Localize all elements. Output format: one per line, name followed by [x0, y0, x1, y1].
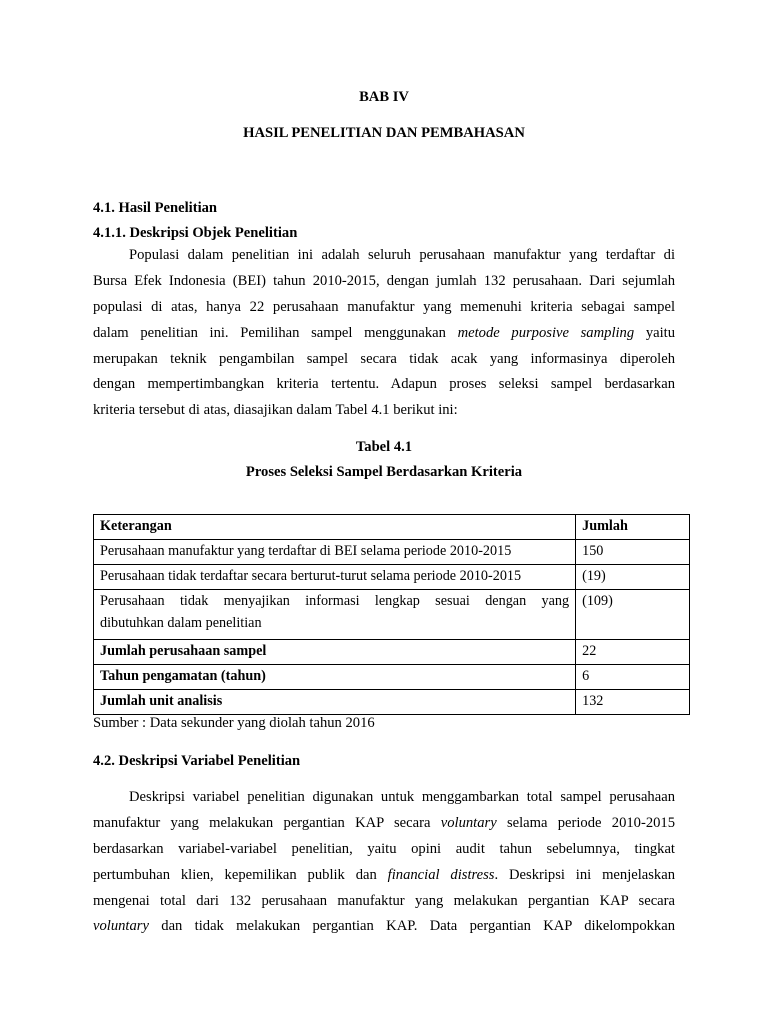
table-row — [94, 540, 690, 565]
cell-jumlah: (19) — [576, 565, 690, 590]
cell-jumlah: (109) — [576, 590, 690, 640]
cell-line: dibutuhkan dalam penelitian — [100, 615, 262, 631]
chapter-number: BAB IV — [359, 89, 409, 105]
table-label: Tabel 4.1 — [355, 439, 413, 455]
table-row — [94, 565, 690, 590]
cell-keterangan — [94, 590, 576, 640]
paragraph-line: populasi di atas, hanya 22 perusahaan manufaktur yang memenuhi kriteria sebagai sampel — [93, 298, 675, 315]
paragraph-line: dengan mempertimbangkan kriteria tertentu. Adapun proses seleksi sampel berdasarkan — [93, 376, 675, 393]
paragraph-line: mengenai total dari 132 perusahaan manufaktur yang melakukan pergantian KAP secara — [93, 892, 675, 909]
table-row — [94, 665, 690, 690]
chapter-title: HASIL PENELITIAN DAN PEMBAHASAN — [243, 125, 525, 141]
table-row — [94, 640, 690, 665]
paragraph-line: pertumbuhan klien, kepemilikan publik dan financial distress. Deskripsi ini menjelaskan — [93, 866, 675, 883]
cell-jumlah: 132 — [576, 690, 690, 715]
subsection-heading-4-1-1: 4.1.1. Deskripsi Objek Penelitian — [93, 225, 298, 241]
paragraph-deskripsi-variabel — [93, 785, 675, 940]
cell-keterangan: Jumlah perusahaan sampel — [94, 640, 576, 665]
cell-jumlah: 6 — [576, 665, 690, 690]
cell-keterangan: Perusahaan tidak terdaftar secara berturut-turut selama periode 2010-2015 — [94, 565, 576, 590]
cell-keterangan: Tahun pengamatan (tahun) — [94, 665, 576, 690]
sample-selection-table — [93, 514, 690, 715]
table-row — [94, 690, 690, 715]
section-heading-4-2: 4.2. Deskripsi Variabel Penelitian — [93, 753, 301, 769]
cell-jumlah: 22 — [576, 640, 690, 665]
table-header-row — [94, 515, 690, 540]
paragraph-line: Populasi dalam penelitian ini adalah seluruh perusahaan manufaktur yang terdaftar di — [129, 247, 675, 263]
cell-jumlah: 150 — [576, 540, 690, 565]
section-heading-4-1: 4.1. Hasil Penelitian — [93, 200, 218, 216]
paragraph-line: merupakan teknik pengambilan sampel secara tidak acak yang informasinya diperoleh — [93, 350, 675, 367]
paragraph-line: kriteria tersebut di atas, diasajikan dalam Tabel 4.1 berikut ini: — [93, 402, 458, 419]
paragraph-objek-penelitian — [93, 243, 675, 424]
cell-keterangan: Perusahaan manufaktur yang terdaftar di BEI selama periode 2010-2015 — [94, 540, 576, 565]
cell-line: Perusahaan tidak menyajikan informasi lengkap sesuai dengan yang — [100, 593, 570, 609]
paragraph-line: berdasarkan variabel-variabel penelitian, yaitu opini audit tahun sebelumnya, tingkat — [93, 840, 675, 857]
paragraph-line: dalam penelitian ini. Pemilihan sampel menggunakan metode purposive sampling yaitu — [93, 324, 675, 341]
table-row — [94, 590, 690, 640]
header-jumlah: Jumlah — [576, 515, 690, 540]
paragraph-line: voluntary dan tidak melakukan pergantian KAP. Data pergantian KAP dikelompokkan — [93, 918, 675, 935]
paragraph-line: Bursa Efek Indonesia (BEI) tahun 2010-2015, dengan jumlah 132 perusahaan. Dari sejumlah — [93, 272, 675, 289]
cell-keterangan: Jumlah unit analisis — [94, 690, 576, 715]
paragraph-line: Deskripsi variabel penelitian digunakan untuk menggambarkan total sampel perusahaan — [129, 789, 675, 805]
table-source: Sumber : Data sekunder yang diolah tahun 2016 — [93, 715, 375, 731]
table-caption: Proses Seleksi Sampel Berdasarkan Kriteria — [245, 464, 523, 480]
paragraph-line: manufaktur yang melakukan pergantian KAP secara voluntary selama periode 2010-2015 — [93, 814, 675, 831]
header-keterangan: Keterangan — [94, 515, 576, 540]
